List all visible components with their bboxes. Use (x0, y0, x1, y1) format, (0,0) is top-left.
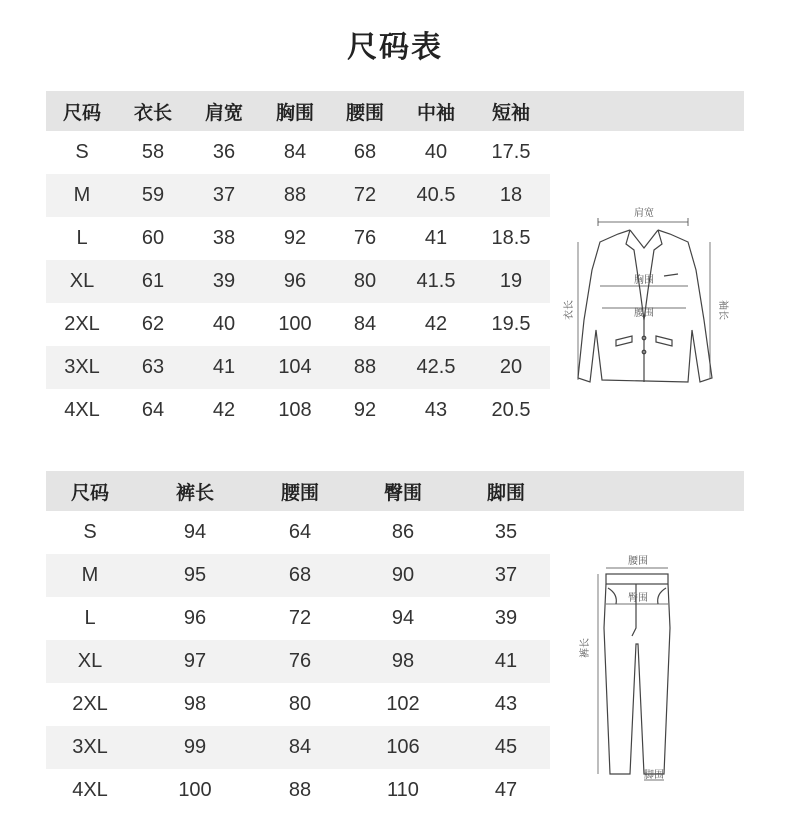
table-cell: 61 (118, 260, 188, 303)
table-cell: 17.5 (491, 141, 531, 163)
table-cell: 42.5 (400, 346, 472, 389)
pants-size-table (46, 471, 550, 812)
table-cell: 84 (256, 726, 344, 769)
table-cell: 40 (424, 141, 448, 163)
table-header-row (46, 91, 550, 131)
table-cell: 68 (353, 141, 377, 163)
table-cell: 19 (472, 260, 550, 303)
column-header: 短袖 (491, 101, 530, 124)
table-cell: 36 (212, 141, 236, 163)
table-cell: 80 (330, 260, 400, 303)
table-cell: XL (46, 260, 118, 303)
table-row (46, 346, 550, 389)
table-cell: 3XL (46, 726, 134, 769)
table-cell: 68 (256, 554, 344, 597)
table-cell: 3XL (46, 346, 118, 389)
table-cell: 96 (260, 260, 330, 303)
table-cell: 72 (330, 174, 400, 217)
table-cell: 41 (462, 640, 550, 683)
jacket-diagram (560, 200, 730, 400)
table-cell: 38 (212, 227, 236, 249)
table-row (46, 511, 550, 554)
table-cell: 72 (288, 607, 312, 629)
table-cell: 45 (462, 726, 550, 769)
table-cell: 47 (494, 779, 518, 801)
column-header: 中袖 (416, 101, 455, 124)
table-row (46, 260, 550, 303)
table-row (46, 640, 550, 683)
jacket-size-table (46, 91, 550, 432)
table-cell: 98 (183, 693, 207, 715)
shoulder-label: 肩宽 (634, 208, 654, 219)
table-cell: 20.5 (491, 399, 531, 421)
table-row (46, 174, 550, 217)
table-cell: 104 (260, 346, 330, 389)
table-cell: 76 (353, 227, 377, 249)
table-cell: 64 (288, 521, 312, 543)
table-row (46, 683, 550, 726)
column-header: 尺码 (70, 481, 109, 504)
table-cell: XL (46, 640, 134, 683)
table-cell: 90 (344, 554, 462, 597)
table-cell: 4XL (72, 779, 108, 801)
table-cell: 58 (141, 141, 165, 163)
hem-label: 脚围 (644, 770, 664, 781)
table-cell: 43 (424, 399, 448, 421)
table-cell: 95 (134, 554, 256, 597)
pants-length-label: 裤长 (580, 638, 591, 658)
table-cell: 97 (134, 640, 256, 683)
table-cell: 2XL (64, 313, 100, 335)
table-row (46, 597, 550, 640)
table-cell: 63 (118, 346, 188, 389)
table-row (46, 726, 550, 769)
table-cell: 19.5 (491, 313, 531, 335)
table-cell: M (46, 174, 118, 217)
table-cell: 80 (288, 693, 312, 715)
pants-waist-label: 腰围 (628, 556, 648, 567)
table-cell: 106 (344, 726, 462, 769)
column-header: 衣长 (133, 101, 172, 124)
table-row (46, 131, 550, 174)
column-header: 肩宽 (204, 101, 243, 124)
table-cell: 40 (212, 313, 236, 335)
column-header: 脚围 (486, 481, 525, 504)
table-cell: 92 (283, 227, 307, 249)
table-cell: 41 (424, 227, 448, 249)
table-cell: 37 (188, 174, 260, 217)
table-cell: 60 (141, 227, 165, 249)
table-cell: 110 (387, 779, 419, 801)
table-cell: 59 (118, 174, 188, 217)
table-cell: 39 (188, 260, 260, 303)
column-header: 腰围 (345, 101, 384, 124)
table-cell: M (46, 554, 134, 597)
table-cell: 94 (183, 521, 207, 543)
table-cell: S (83, 521, 97, 543)
table-cell: 98 (344, 640, 462, 683)
waist-label: 腰围 (634, 308, 654, 319)
table-cell: 43 (494, 693, 518, 715)
table-cell: 18 (472, 174, 550, 217)
column-header: 臀围 (383, 481, 422, 504)
table-cell: 42 (212, 399, 236, 421)
table-cell: 84 (353, 313, 377, 335)
table-cell: 102 (386, 693, 420, 715)
table-cell: 84 (283, 141, 307, 163)
table-cell: 62 (141, 313, 165, 335)
table-cell: S (75, 141, 89, 163)
table-cell: 92 (353, 399, 377, 421)
table-cell: 76 (256, 640, 344, 683)
column-header: 腰围 (280, 481, 319, 504)
table-cell: 35 (494, 521, 518, 543)
table-cell: 99 (134, 726, 256, 769)
table-cell: 39 (494, 607, 518, 629)
table-cell: 100 (278, 313, 312, 335)
table-row (46, 303, 550, 346)
page-title: 尺码表 (347, 30, 443, 65)
table-cell: 86 (391, 521, 415, 543)
table-cell: 4XL (64, 399, 100, 421)
table-row (46, 769, 550, 812)
hip-label: 臀围 (628, 593, 648, 604)
table-cell: 41.5 (400, 260, 472, 303)
table-cell: 108 (278, 399, 312, 421)
sleeve-label: 袖长 (717, 300, 728, 320)
table-header-row (46, 471, 550, 511)
chest-label: 胸围 (634, 275, 654, 286)
table-cell: 88 (260, 174, 330, 217)
table-cell: 94 (391, 607, 415, 629)
table-row (46, 389, 550, 432)
table-cell: L (84, 607, 96, 629)
table-cell: L (76, 227, 88, 249)
table-cell: 41 (188, 346, 260, 389)
table-cell: 18.5 (491, 227, 531, 249)
pants-diagram (572, 548, 702, 788)
table-cell: 88 (288, 779, 312, 801)
column-header: 裤长 (175, 481, 214, 504)
column-header: 胸围 (275, 101, 314, 124)
table-cell: 42 (424, 313, 448, 335)
table-cell: 2XL (72, 693, 108, 715)
table-cell: 40.5 (400, 174, 472, 217)
jacket-length-label: 衣长 (564, 300, 575, 320)
column-header: 尺码 (62, 101, 101, 124)
table-cell: 88 (330, 346, 400, 389)
table-cell: 37 (462, 554, 550, 597)
table-cell: 96 (183, 607, 207, 629)
table-row (46, 217, 550, 260)
table-cell: 20 (472, 346, 550, 389)
table-cell: 64 (141, 399, 165, 421)
table-cell: 100 (178, 779, 212, 801)
table-row (46, 554, 550, 597)
